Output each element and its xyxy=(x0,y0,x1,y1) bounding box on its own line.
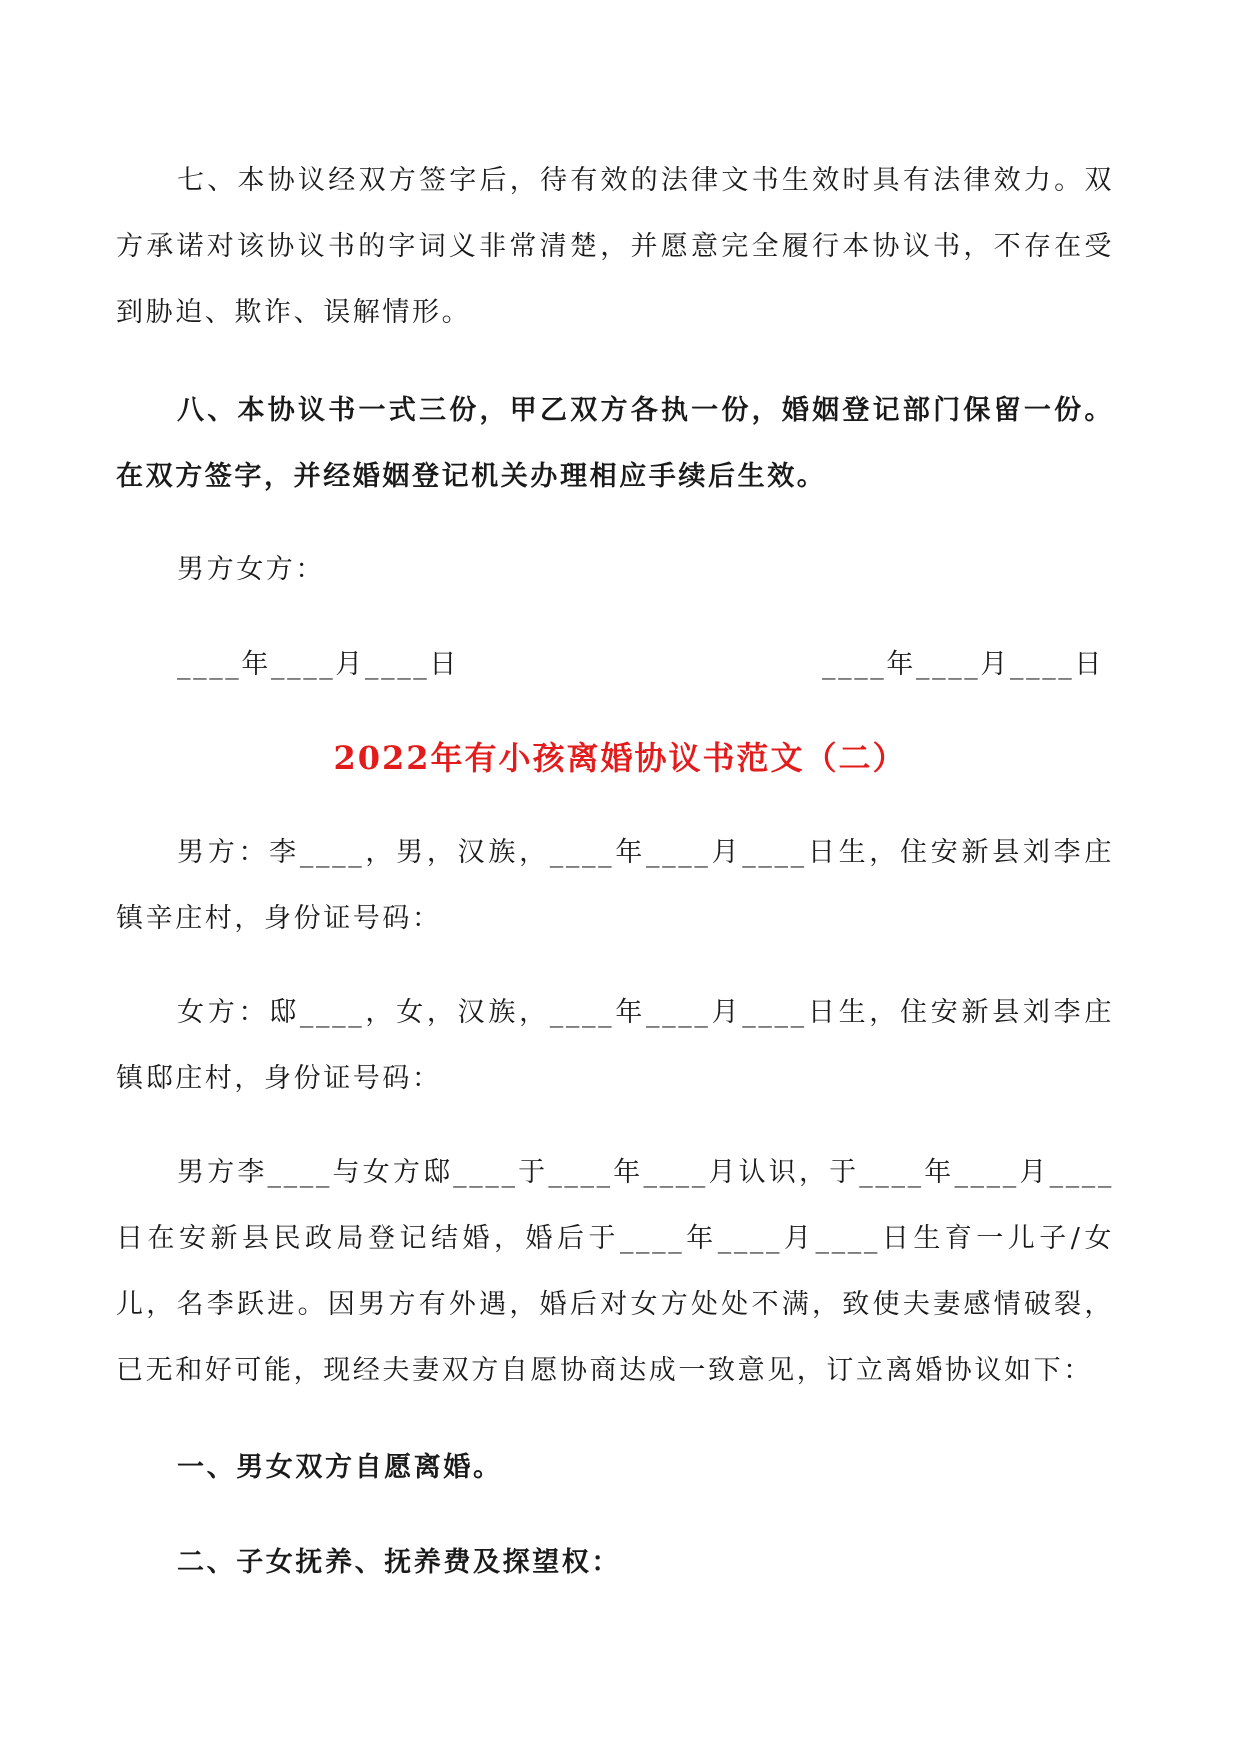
date-line-left: ____年____月____日 xyxy=(177,649,459,680)
female-party-paragraph: 女方：邸____，女，汉族，____年____月____日生，住安新县刘李庄镇邸庄村，身份证号码： xyxy=(116,997,1114,1094)
clause-7-paragraph: 七、本协议经双方签字后，待有效的法律文书生效时具有法律效力。双方承诺对该协议书的字词义非常清楚，并愿意完全履行本协议书，不存在受到胁迫、欺诈、误解情形。 xyxy=(116,165,1114,328)
background-paragraph: 男方李____与女方邸____于____年____月认识，于____年____月____日在安新县民政局登记结婚，婚后于____年____月____日生育一儿子/女儿，名李跃进。因男方有外遇，婚后对女方处处不满，致使夫妻感情破裂，已无和好可能，现经夫妻双方自愿协商达成一致意见，订立离婚协议如下： xyxy=(116,1157,1114,1386)
male-party-paragraph: 男方：李____，男，汉族，____年____月____日生，住安新县刘李庄镇辛庄村，身份证号码： xyxy=(116,837,1114,934)
clause-2-heading: 二、子女抚养、抚养费及探望权： xyxy=(177,1547,621,1578)
clause-1-heading: 一、男女双方自愿离婚。 xyxy=(177,1452,503,1483)
section-title: 2022年有小孩离婚协议书范文（二） xyxy=(333,739,907,777)
signature-label: 男方女方： xyxy=(177,554,325,585)
date-line-right: ____年____月____日 xyxy=(822,649,1104,680)
clause-8-paragraph: 八、本协议书一式三份，甲乙双方各执一份，婚姻登记部门保留一份。在双方签字，并经婚姻登记机关办理相应手续后生效。 xyxy=(116,395,1114,492)
